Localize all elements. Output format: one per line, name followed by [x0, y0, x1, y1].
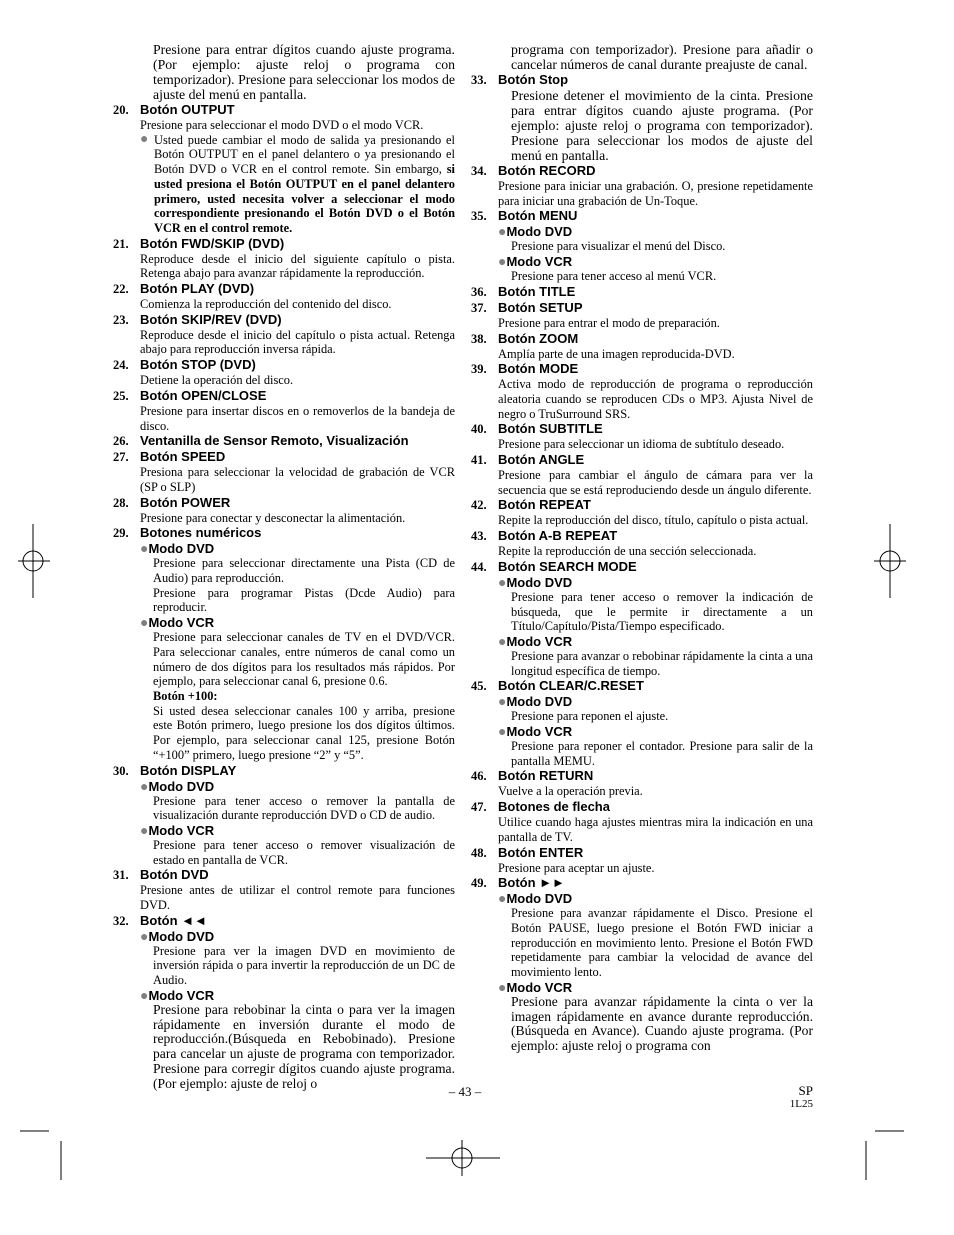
item-body: Presione para entrar el modo de preparación. [498, 315, 720, 330]
item-number: 35. [471, 209, 487, 224]
mode-label: Modo DVD [506, 694, 573, 710]
left-intro-continuation: Presione para entrar dígitos cuando ajuste programa. (Por ejemplo: ajuste reloj o programa con temporizador). Presione para seleccionar los modos de ajuste del menú en pantalla. [153, 42, 455, 102]
mode-text: Presione para rebobinar la cinta o para ver la imagen rápidamente en inversión durante el modo de reproducción.(Búsqueda en Rebobinado). Presione para cancelar un ajuste de programa con temporizador. Presione para corregir dígitos cuando ajuste programa. (Por ejemplo: ajuste de reloj o [153, 1001, 455, 1091]
item-title: Botón Stop [498, 72, 569, 87]
item-title: Botón CLEAR/C.RESET [498, 678, 644, 694]
item-body: Utilice cuando haga ajustes mientras mira la indicación en una pantalla de TV. [498, 815, 813, 844]
mode-label: Modo VCR [506, 254, 573, 270]
item-title: Botón REPEAT [498, 497, 591, 513]
bullet-dot-icon: ● [498, 723, 507, 740]
mode-text: Presione para avanzar rápidamente el Disco. Presione el Botón PAUSE, luego presione el Botón FWD iniciar a reproducción en movimiento lento. Presione el Botón FWD repetidamente para cambiar la velocidad de avance del movimiento lento. [511, 906, 813, 980]
item-body: Presiona para seleccionar la velocidad de grabación de VCR (SP o SLP) [140, 465, 455, 494]
item-body: Repite la reproducción del disco, título, capítulo o pista actual. [498, 513, 809, 528]
mode-label: Modo DVD [506, 224, 573, 240]
item-title: Botón PLAY (DVD) [140, 281, 255, 297]
plus100-text: Si usted desea seleccionar canales 100 y arriba, presione este Botón primero, luego presione los dos dígitos últimos. Por ejemplo, para seleccionar canal 125, presione Botón “+100” primero, luego presione “2” y “5”. [153, 703, 455, 762]
item-number: 26. [113, 434, 129, 449]
note-text: Usted puede cambiar el modo de salida ya presionando el Botón OUTPUT en el panel delantero o ya presionando el Botón DVD o VCR en el control remote. Sin embargo, [154, 132, 455, 177]
bullet-dot-icon: ● [498, 890, 507, 907]
item-title: Botón RECORD [498, 163, 596, 178]
item-title: Botón ZOOM [498, 330, 579, 346]
note-bold-text: si usted presiona el Botón OUTPUT en el panel delantero primero, usted necesita volver a seleccionar el modo correspondiente presionando el Botón DVD o el Botón VCR en el control remote. [154, 162, 455, 235]
item-number: 25. [113, 388, 129, 403]
item-body: Reproduce desde el inicio del capítulo o pista actual. Retenga abajo para reproducción inversa rápida. [140, 327, 455, 357]
item-body: Presione para conectar y desconectar la alimentación. [140, 510, 406, 525]
item-number: 49. [471, 876, 487, 891]
item-title: Botón RETURN [498, 768, 594, 784]
bullet-dot-icon: ● [140, 927, 149, 944]
item-number: 40. [471, 422, 487, 437]
mode-text: Presione para seleccionar canales de TV en el DVD/VCR. Para seleccionar canales, entre números de canal como un número de dos dígitos para los resultados más rápidos. Por ejemplo, para seleccionar canal 6, presione 0.6. [153, 630, 455, 689]
item-number: 22. [113, 282, 129, 297]
bullet-dot-icon: ● [140, 821, 149, 838]
item-number: 45. [471, 679, 487, 694]
item-number: 48. [471, 845, 487, 860]
item-body: Reproduce desde el inicio del siguiente capítulo o pista. Retenga abajo para avanzar rápidamente la reproducción. [140, 251, 455, 281]
item-number: 21. [113, 236, 129, 251]
item-number: 27. [113, 450, 129, 465]
crop-mark-bottom-right-icon [866, 1131, 904, 1180]
bullet-dot-icon: ● [140, 777, 149, 794]
item-number: 30. [113, 763, 129, 778]
mode-label: Modo VCR [148, 822, 215, 838]
item-title: Botón SUBTITLE [498, 421, 603, 437]
language-code: SP [798, 1083, 813, 1098]
mode-label: Modo DVD [506, 891, 573, 907]
item-number: 46. [471, 769, 487, 784]
item-body: Vuelve a la operación previa. [498, 784, 643, 799]
item-body: Presione detener el movimiento de la cinta. Presione para entrar dígitos cuando ajuste programa. (Por ejemplo: ajuste reloj o programa con temporizador). Presione para seleccionar los modos de ajuste del menú en pantalla. [511, 88, 813, 163]
mode-label: Modo DVD [148, 541, 215, 557]
item-number: 47. [471, 800, 487, 815]
item-title: Botón STOP (DVD) [140, 357, 256, 373]
mode-text: Presione para reponen el ajuste. [511, 709, 669, 724]
item-number: 31. [113, 868, 129, 883]
item-body: Presione antes de utilizar el control remote para funciones DVD. [140, 883, 455, 913]
item-number: 34. [471, 164, 487, 178]
bullet-dot-icon: ● [498, 632, 507, 649]
item-title: Botón FWD/SKIP (DVD) [140, 235, 285, 251]
bullet-dot-icon: ● [140, 986, 149, 1003]
item-number: 41. [471, 453, 487, 468]
registration-mark-right-icon [874, 524, 906, 598]
item-number: 44. [471, 559, 487, 574]
item-title: Botón OPEN/CLOSE [140, 387, 267, 403]
mode-label: Modo VCR [506, 724, 573, 740]
mode-text: Presione para tener acceso o remover la indicación de búsqueda, que le permite ir directamente a un Título/Capítulo/Pista/Tiempo especificado. [511, 589, 813, 634]
item-title: Ventanilla de Sensor Remoto, Visualización [140, 433, 409, 449]
mode-text: Presione para avanzar o rebobinar rápidamente la cinta a una longitud específica de tiempo. [511, 648, 813, 678]
item-body: Presione para seleccionar un idioma de subtítulo deseado. [498, 437, 785, 452]
item-title: Botón ◄◄ [140, 912, 207, 928]
registration-mark-bottom-icon [426, 1140, 500, 1176]
item-number: 28. [113, 495, 129, 510]
mode-text: Presione para ver la imagen DVD en movimiento de inversión rápida o para invertir la reproducción de un DC de Audio. [153, 943, 455, 988]
item-number: 24. [113, 358, 129, 373]
item-title: Botón ANGLE [498, 452, 585, 468]
item-title: Botón SETUP [498, 299, 583, 315]
bullet-dot-icon: ● [140, 131, 149, 147]
mode-label: Modo VCR [148, 987, 215, 1003]
item-body: Presione para aceptar un ajuste. [498, 860, 655, 875]
item-body: Amplía parte de una imagen reproducida-DVD. [498, 346, 735, 361]
item-body: Repite la reproducción de una sección seleccionada. [498, 544, 757, 559]
item-number: 29. [113, 526, 129, 541]
page-number: – 43 – [448, 1084, 482, 1099]
item-body: Presione para seleccionar el modo DVD o el modo VCR. [140, 118, 424, 132]
mode-text: Presione para reponer el contador. Presione para salir de la pantalla MEMU. [511, 739, 813, 768]
mode-text: Presione para tener acceso o remover la pantalla de visualización durante reproducción DVD o CD de audio. [153, 793, 455, 823]
mode-label: Modo DVD [506, 574, 573, 590]
mode-label: Modo VCR [506, 633, 573, 649]
plus100-label: Botón +100: [153, 688, 218, 703]
mode-label: Modo DVD [148, 928, 215, 944]
mode-label: Modo VCR [506, 979, 573, 995]
item-title: Botón DVD [140, 867, 209, 883]
model-code: 1L25 [789, 1098, 813, 1110]
bullet-dot-icon: ● [140, 540, 149, 557]
bullet-dot-icon: ● [498, 978, 507, 995]
item-number: 39. [471, 362, 487, 377]
item-body: Activa modo de reproducción de programa o reproducción aleatoria cuando se reproducen CDs o MP3. Ajusta Nivel de negro o TruSurround SRS. [498, 377, 813, 421]
item-title: Botón TITLE [498, 283, 576, 299]
item-number: 23. [113, 312, 129, 327]
item-title: Botones numéricos [140, 525, 262, 541]
item-title: Botón OUTPUT [140, 102, 235, 117]
item-title: Botón SPEED [140, 449, 226, 465]
crop-mark-bottom-left-icon [20, 1131, 61, 1180]
item-number: 20. [113, 103, 129, 117]
item-title: Botón POWER [140, 494, 231, 510]
item-title: Botón SKIP/REV (DVD) [140, 311, 282, 327]
mode-label: Modo DVD [148, 778, 215, 794]
bullet-dot-icon: ● [498, 223, 507, 240]
bullet-dot-icon: ● [498, 573, 507, 590]
mode-text: Presione para seleccionar directamente una Pista (CD de Audio) para reproducción. [153, 556, 455, 586]
item-number: 32. [113, 913, 129, 928]
item-body: Comienza la reproducción del contenido del disco. [140, 297, 392, 312]
item-title: Botones de flecha [498, 799, 610, 815]
mode-text: Presione para visualizar el menú del Disco. [511, 239, 726, 254]
mode-text: Presione para tener acceso o remover visualización de estado en pantalla de VCR. [153, 837, 455, 867]
item-number: 38. [471, 331, 487, 346]
bullet-dot-icon: ● [498, 693, 507, 710]
registration-mark-left-icon [18, 524, 50, 598]
bullet-dot-icon: ● [140, 614, 149, 631]
item-title: Botón MENU [498, 208, 578, 224]
item-number: 33. [471, 73, 487, 87]
right-intro-continuation: programa con temporizador). Presione para añadir o cancelar números de canal durante preajuste de canal. [511, 42, 813, 72]
item-body: Presione para insertar discos en o removerlos de la bandeja de disco. [140, 403, 455, 433]
item-number: 43. [471, 529, 487, 544]
mode-text: Presione para avanzar rápidamente la cinta o ver la imagen rápidamente en avance durante reproducción. (Búsqueda en Avance). Cuando ajuste programa. (Por ejemplo: ajuste reloj o programa con [511, 993, 813, 1054]
item-body: Presione para iniciar una grabación. O, presione repetidamente para iniciar una grabación de Un-Toque. [498, 179, 813, 208]
item-number: 36. [471, 284, 487, 299]
item-number: 37. [471, 300, 487, 315]
item-body: Presione para cambiar el ángulo de cámara para ver la secuencia que se está reproduciendo desde un ángulo diferente. [498, 468, 813, 497]
item-title: Botón DISPLAY [140, 762, 237, 778]
item-title: Botón SEARCH MODE [498, 558, 637, 574]
item-title: Botón ►► [498, 875, 565, 891]
item-title: Botón ENTER [498, 844, 584, 860]
item-title: Botón MODE [498, 361, 579, 377]
item-number: 42. [471, 498, 487, 513]
bullet-dot-icon: ● [498, 253, 507, 270]
mode-text: Presione para programar Pistas (Dcde Audio) para reproducir. [153, 585, 455, 615]
mode-label: Modo VCR [148, 615, 215, 631]
item-body: Detiene la operación del disco. [140, 373, 294, 388]
mode-text: Presione para tener acceso al menú VCR. [511, 269, 717, 284]
item-title: Botón A-B REPEAT [498, 528, 618, 544]
